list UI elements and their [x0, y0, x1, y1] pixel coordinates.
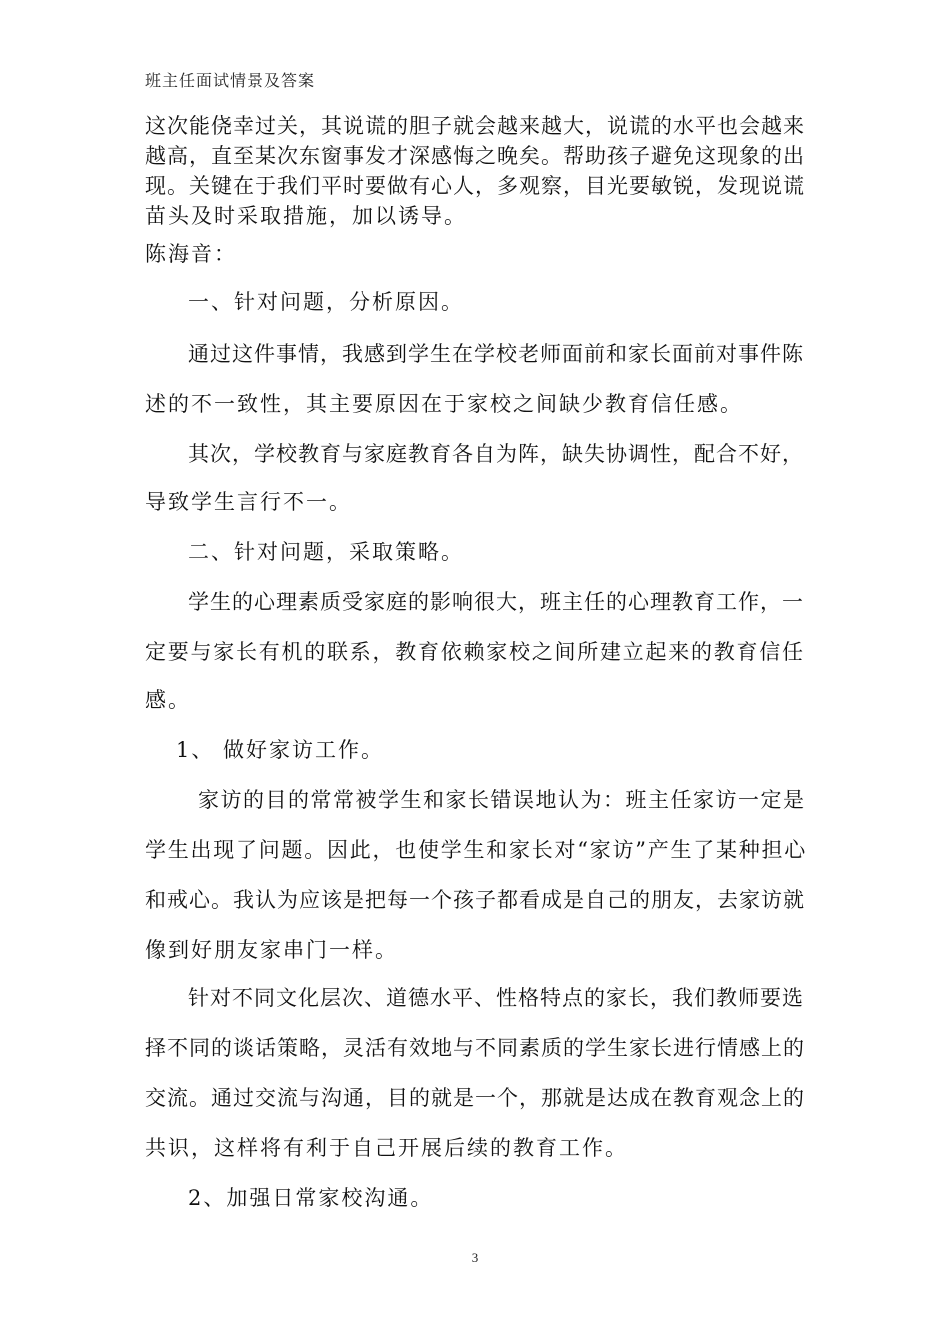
paragraph-line: 述的不一致性，其主要原因在于家校之间缺少教育信任感。 — [145, 392, 743, 416]
section-heading: 一、针对问题，分析原因。 — [188, 290, 464, 314]
subsection-heading: 1、 做好家访工作。 — [176, 738, 385, 762]
paragraph-line: 现。关键在于我们平时要做有心人，多观察，目光要敏锐，发现说谎 — [145, 174, 805, 198]
section-heading: 二、针对问题，采取策略。 — [188, 540, 464, 564]
paragraph-line: 其次，学校教育与家庭教育各自为阵，缺失协调性，配合不好， — [188, 442, 804, 466]
paragraph-line: 学生出现了问题。因此，也使学生和家长对“家访”产生了某种担心 — [145, 838, 807, 862]
paragraph-line: 通过这件事情，我感到学生在学校老师面前和家长面前对事件陈 — [188, 342, 804, 366]
paragraph-line: 导致学生言行不一。 — [145, 490, 352, 514]
paragraph-line: 这次能侥幸过关，其说谎的胆子就会越来越大，说谎的水平也会越来 — [145, 114, 805, 138]
paragraph-line: 像到好朋友家串门一样。 — [145, 938, 398, 962]
paragraph-line: 择不同的谈话策略，灵活有效地与不同素质的学生家长进行情感上的 — [145, 1036, 805, 1060]
paragraph-line: 越高，直至某次东窗事发才深感悔之晚矣。帮助孩子避免这现象的出 — [145, 144, 805, 168]
page-number: 3 — [471, 1250, 479, 1265]
page-header-title: 班主任面试情景及答案 — [145, 71, 316, 90]
subsection-heading: 2、加强日常家校沟通。 — [188, 1186, 434, 1210]
speaker-name: 陈海音： — [145, 242, 237, 266]
paragraph-line: 针对不同文化层次、道德水平、性格特点的家长，我们教师要选 — [188, 986, 804, 1010]
paragraph-line: 和戒心。我认为应该是把每一个孩子都看成是自己的朋友，去家访就 — [145, 888, 805, 912]
paragraph-line: 共识，这样将有利于自己开展后续的教育工作。 — [145, 1136, 628, 1160]
paragraph-line: 交流。通过交流与沟通，目的就是一个，那就是达成在教育观念上的 — [145, 1086, 805, 1110]
paragraph-line: 家访的目的常常被学生和家长错误地认为：班主任家访一定是 — [198, 788, 806, 812]
paragraph-line: 学生的心理素质受家庭的影响很大，班主任的心理教育工作，一 — [188, 590, 804, 614]
paragraph-line: 苗头及时采取措施，加以诱导。 — [145, 204, 467, 228]
paragraph-line: 定要与家长有机的联系，教育依赖家校之间所建立起来的教育信任 — [145, 640, 805, 664]
paragraph-line: 感。 — [145, 688, 191, 712]
